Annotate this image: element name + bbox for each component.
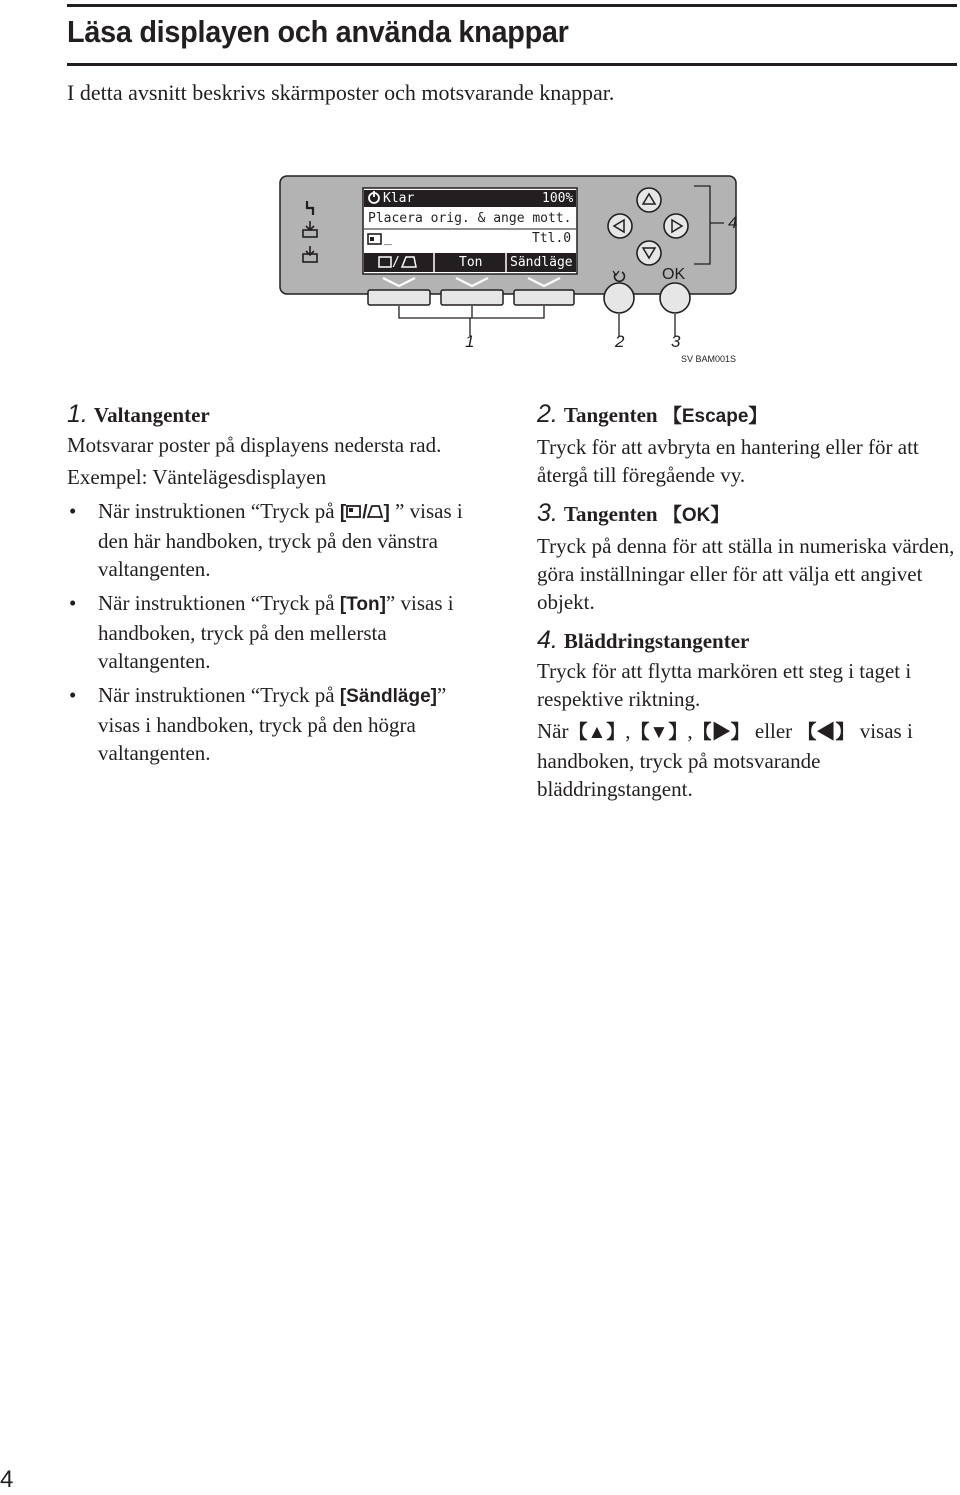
- header-rule-top: [67, 4, 957, 7]
- control-panel-drawing: [260, 168, 780, 378]
- section-3-title: Tangenten: [563, 502, 658, 526]
- section-4-sep-1: ,: [625, 719, 631, 743]
- left-column: [67, 398, 489, 775]
- list-item: [67, 681, 489, 767]
- section-4-text-b: eller: [754, 719, 793, 743]
- fax-phone-key-open: [: [339, 502, 347, 523]
- callout-4: 4: [728, 213, 738, 232]
- section-2-title: Tangenten: [563, 403, 658, 427]
- fax-icon: [346, 504, 362, 518]
- list-item: [67, 589, 489, 675]
- section-1-bullets: [67, 497, 489, 767]
- section-1-text: Motsvarar poster på displayens nedersta rad.: [67, 433, 442, 457]
- scroll-down-key-label: 【▼】: [630, 722, 688, 743]
- section-2-number: 2.: [537, 400, 558, 428]
- ton-key-label: [Ton]: [339, 594, 386, 615]
- arrow-up-icon[interactable]: [637, 188, 661, 212]
- section-4-text-c: visas i handboken, tryck på motsvarande bläddringstangent.: [537, 719, 913, 801]
- display-total: Ttl.0: [532, 231, 572, 246]
- right-column: [537, 398, 957, 811]
- section-4-keys-text: [537, 717, 957, 803]
- intro-text: I detta avsnitt beskrivs skärmposter och motsvarande knappar.: [67, 80, 615, 105]
- display-status: Klar: [383, 191, 415, 206]
- header-rule-bottom: [67, 63, 957, 66]
- callout-2: 2: [615, 332, 625, 351]
- list-item: [67, 497, 489, 583]
- bullet-1-post: ” visas i den här handboken, tryck på den vänstra valtangenten.: [98, 499, 463, 581]
- control-panel-figure: [260, 168, 780, 378]
- ok-label: OK: [662, 266, 686, 283]
- escape-key-label: 【Escape】: [662, 406, 768, 427]
- callout-3: 3: [671, 332, 681, 351]
- section-3-text: Tryck på denna för att ställa in numeriska värden, göra inställningar eller för att välja ett angivet objekt.: [537, 534, 955, 614]
- display-softkey-2: Ton: [459, 255, 483, 270]
- scroll-up-key-label: 【▲】: [568, 722, 626, 743]
- scroll-left-key-label: 【◀】: [797, 722, 855, 743]
- fax-phone-key-label: [340, 502, 390, 523]
- section-4-number: 4.: [537, 626, 558, 654]
- bullet-1-pre: När instruktionen “Tryck på: [98, 499, 335, 523]
- section-4-text: Tryck för att flytta markören ett steg i taget i respektive riktning.: [537, 659, 912, 711]
- display-fax-input: _: [384, 231, 392, 246]
- scroll-right-key-label: 【▶】: [692, 722, 750, 743]
- section-2-heading: [537, 398, 957, 433]
- section-1-heading: [67, 398, 489, 431]
- fax-phone-key-slash: /: [362, 502, 368, 523]
- bullet-2-pre: När instruktionen “Tryck på: [98, 591, 335, 615]
- bullet-3-pre: När instruktionen “Tryck på: [98, 683, 335, 707]
- bullet-3-post: ” visas i handboken, tryck på den högra valtangenten.: [98, 683, 447, 765]
- section-3-heading: [537, 497, 957, 532]
- figure-code: SV BAM001S: [681, 354, 737, 364]
- section-4-sep-2: ,: [687, 719, 693, 743]
- display-percent: 100%: [542, 191, 574, 206]
- arrow-down-icon[interactable]: [637, 241, 661, 265]
- display-message: Placera orig. & ange mott.: [368, 211, 572, 226]
- section-4: [537, 624, 957, 803]
- section-2-text: Tryck för att avbryta en hantering eller för att återgå till föregående vy.: [537, 435, 919, 487]
- section-3: [537, 497, 957, 616]
- section-2: [537, 398, 957, 489]
- section-4-heading: [537, 624, 957, 657]
- escape-button[interactable]: [604, 283, 634, 313]
- page-title: Läsa displayen och använda knappar: [67, 14, 569, 49]
- section-1-title: Valtangenter: [93, 403, 210, 427]
- page-number: 4: [0, 1466, 14, 1493]
- section-3-number: 3.: [537, 499, 558, 527]
- section-4-title: Bläddringstangenter: [563, 629, 750, 653]
- arrow-right-icon[interactable]: [664, 214, 688, 238]
- section-4-text-a: När: [537, 719, 569, 743]
- fax-phone-key-close: ]: [383, 502, 390, 523]
- section-1: [67, 398, 489, 767]
- section-1-example: Exempel: Väntelägesdisplayen: [67, 465, 327, 489]
- bullet-2-post: ” visas i handboken, tryck på den mellersta valtangenten.: [98, 591, 454, 673]
- phone-icon: [367, 504, 383, 518]
- sandlage-key-label: [Sändläge]: [339, 686, 437, 707]
- ok-button[interactable]: [660, 283, 690, 313]
- display-softkey-1: /: [392, 255, 400, 270]
- callout-1: 1: [465, 332, 475, 351]
- arrow-left-icon[interactable]: [608, 214, 632, 238]
- display-softkey-3: Sändläge: [510, 255, 573, 270]
- section-1-number: 1.: [67, 400, 88, 428]
- ok-key-label: 【OK】: [662, 505, 730, 526]
